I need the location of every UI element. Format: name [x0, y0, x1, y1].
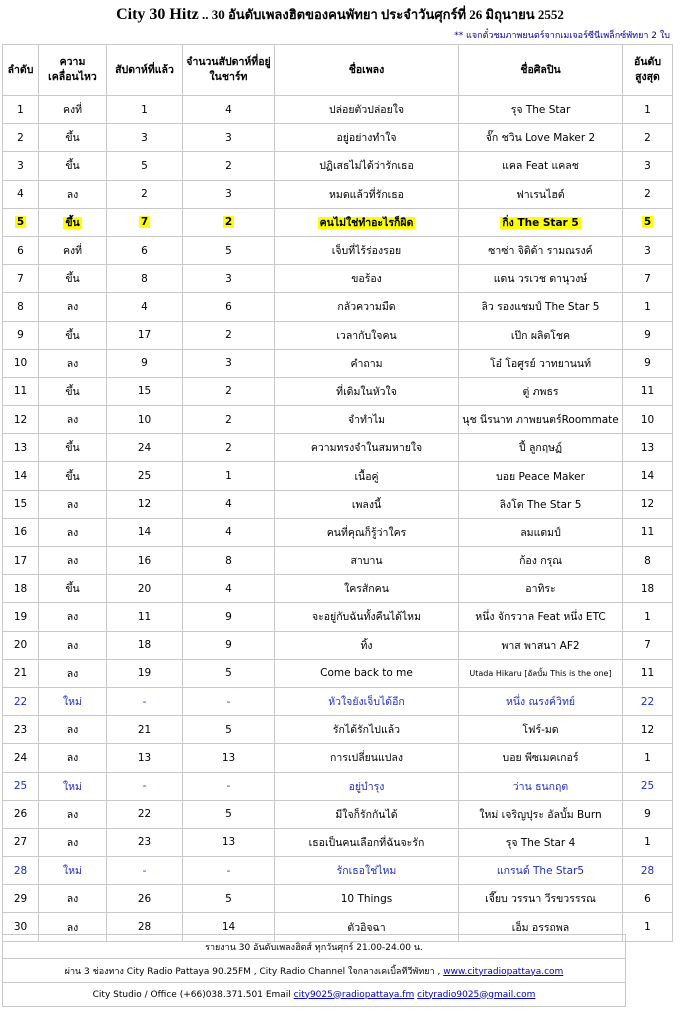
cell-movement: ขึ้น — [39, 152, 107, 180]
cell-movement: ใหม่ — [39, 772, 107, 800]
table-row — [3, 716, 673, 744]
cell-song-title: เพลงนี้ — [275, 490, 459, 518]
cell-weeks-on-chart: 9 — [183, 631, 275, 659]
cell-weeks-on-chart: 13 — [183, 744, 275, 772]
cell-peak: 3 — [623, 152, 673, 180]
cell-movement: ขึ้น — [39, 462, 107, 490]
cell-artist: แดน วรเวช ดานุวงษ์ — [459, 265, 623, 293]
cell-rank: 19 — [3, 603, 39, 631]
cell-peak: 11 — [623, 377, 673, 405]
cell-song-title — [275, 208, 459, 236]
cell-song-title: ปล่อยตัวปล่อยใจ — [275, 96, 459, 124]
cell-last-week: 4 — [107, 293, 183, 321]
cell-artist: โฟร์-มด — [459, 716, 623, 744]
cell-rank: 15 — [3, 490, 39, 518]
cell-last-week: 9 — [107, 349, 183, 377]
table-row — [3, 265, 673, 293]
cell-rank — [3, 208, 39, 236]
table-row — [3, 349, 673, 377]
cell-peak: 7 — [623, 631, 673, 659]
cell-artist — [459, 208, 623, 236]
cell-peak: 10 — [623, 406, 673, 434]
cell-song-title: หัวใจยังเจ็บได้อีก — [275, 687, 459, 715]
cell-weeks-on-chart: 2 — [183, 434, 275, 462]
cell-movement: ใหม่ — [39, 687, 107, 715]
cell-artist: บอย พีซเมคเกอร์ — [459, 744, 623, 772]
cell-last-week: 19 — [107, 659, 183, 687]
cell-weeks-on-chart: 9 — [183, 603, 275, 631]
title-subtitle: .. 30 อันดับเพลงฮิตของคนพัทยา ประจำวันศุกร์ที่ 26 มิถุนายน 2552 — [198, 7, 564, 22]
table-row — [3, 462, 673, 490]
cell-peak — [623, 208, 673, 236]
cell-movement: ใหม่ — [39, 857, 107, 885]
cell-peak: 1 — [623, 603, 673, 631]
cell-song-title: หมดแล้วที่รักเธอ — [275, 180, 459, 208]
table-row — [3, 490, 673, 518]
cell-song-title: รักได้รักไปแล้ว — [275, 716, 459, 744]
cell-movement: คงที่ — [39, 96, 107, 124]
header-song-title: ชื่อเพลง — [275, 45, 459, 96]
cell-peak: 1 — [623, 293, 673, 321]
cell-weeks-on-chart: 1 — [183, 462, 275, 490]
table-row — [3, 772, 673, 800]
cell-rank: 24 — [3, 744, 39, 772]
cell-artist: ตู่ ภพธร — [459, 377, 623, 405]
table-row — [3, 518, 673, 546]
cell-song-title: อยู่บำรุง — [275, 772, 459, 800]
cell-weeks-on-chart: 6 — [183, 293, 275, 321]
cell-weeks-on-chart: 5 — [183, 236, 275, 264]
cell-rank: 1 — [3, 96, 39, 124]
cell-weeks-on-chart: 4 — [183, 518, 275, 546]
cell-movement: ลง — [39, 744, 107, 772]
cell-song-title: เนื้อคู่ — [275, 462, 459, 490]
header-artist: ชื่อศิลปิน — [459, 45, 623, 96]
footer-schedule: รายงาน 30 อันดับเพลงฮิตส์ ทุกวันศุกร์ 21.00-24.00 น. — [3, 935, 626, 959]
cell-artist: นุช นีรนาท ภาพยนตร์Roommate — [459, 406, 623, 434]
cell-rank: 11 — [3, 377, 39, 405]
cell-artist: ก้อง กรุณ — [459, 547, 623, 575]
cell-artist: โอ๋ โอศูรย์ วาทยานนท์ — [459, 349, 623, 377]
footer-channels — [3, 959, 626, 983]
email-link-radiopattaya[interactable]: city9025@radiopattaya.fm — [293, 989, 415, 1000]
cell-movement: ลง — [39, 885, 107, 913]
cell-movement: ลง — [39, 828, 107, 856]
cell-peak: 8 — [623, 547, 673, 575]
highlighted-text: คนไม่ใช่ทำอะไรก็ผิด — [319, 216, 414, 229]
cell-rank: 29 — [3, 885, 39, 913]
header-weeks-on-chart: จำนวนสัปดาห์ที่อยู่ในชาร์ท — [183, 45, 275, 96]
table-row — [3, 236, 673, 264]
cell-rank: 6 — [3, 236, 39, 264]
cell-peak: 14 — [623, 462, 673, 490]
cell-song-title: การเปลี่ยนแปลง — [275, 744, 459, 772]
cell-movement: ขึ้น — [39, 575, 107, 603]
cell-rank: 21 — [3, 659, 39, 687]
table-row — [3, 547, 673, 575]
cell-artist: ลิงโต The Star 5 — [459, 490, 623, 518]
cell-last-week: 3 — [107, 124, 183, 152]
cell-movement: ลง — [39, 349, 107, 377]
cell-last-week: - — [107, 687, 183, 715]
highlighted-text: 7 — [140, 216, 149, 229]
cell-rank: 3 — [3, 152, 39, 180]
table-header-row — [3, 45, 673, 96]
cell-rank: 14 — [3, 462, 39, 490]
cell-artist: รุจ The Star 4 — [459, 828, 623, 856]
cell-peak: 9 — [623, 321, 673, 349]
cell-song-title: ทิ้ง — [275, 631, 459, 659]
cell-last-week: 18 — [107, 631, 183, 659]
cell-song-title: 10 Things — [275, 885, 459, 913]
cell-last-week: 23 — [107, 828, 183, 856]
table-row — [3, 180, 673, 208]
cell-last-week: 24 — [107, 434, 183, 462]
cell-last-week: 17 — [107, 321, 183, 349]
table-row — [3, 575, 673, 603]
cell-artist: บอย Peace Maker — [459, 462, 623, 490]
cell-weeks-on-chart: 2 — [183, 406, 275, 434]
cell-weeks-on-chart: - — [183, 857, 275, 885]
cell-weeks-on-chart: 5 — [183, 659, 275, 687]
cell-artist: รุจ The Star — [459, 96, 623, 124]
cell-song-title: ขอร้อง — [275, 265, 459, 293]
cell-last-week: 2 — [107, 180, 183, 208]
cell-weeks-on-chart: 3 — [183, 265, 275, 293]
cell-weeks-on-chart: 4 — [183, 490, 275, 518]
header-last-week: สัปดาห์ที่แล้ว — [107, 45, 183, 96]
table-row — [3, 885, 673, 913]
cell-artist: พาส พาสนา AF2 — [459, 631, 623, 659]
table-row — [3, 321, 673, 349]
cell-peak: 12 — [623, 490, 673, 518]
table-row — [3, 744, 673, 772]
cell-song-title: รักเธอใช่ไหม — [275, 857, 459, 885]
cell-last-week — [107, 208, 183, 236]
cell-weeks-on-chart: - — [183, 772, 275, 800]
cell-last-week: 15 — [107, 377, 183, 405]
cell-rank: 30 — [3, 913, 39, 941]
cell-last-week: 14 — [107, 518, 183, 546]
cell-last-week: 6 — [107, 236, 183, 264]
cell-peak: 6 — [623, 885, 673, 913]
highlighted-text: ขึ้น — [65, 216, 80, 229]
cell-last-week: 10 — [107, 406, 183, 434]
cell-rank: 13 — [3, 434, 39, 462]
cell-rank: 20 — [3, 631, 39, 659]
cell-peak: 13 — [623, 434, 673, 462]
cell-movement: ลง — [39, 180, 107, 208]
cell-weeks-on-chart: 5 — [183, 716, 275, 744]
cell-last-week: - — [107, 772, 183, 800]
cell-last-week: 25 — [107, 462, 183, 490]
cell-movement: ลง — [39, 490, 107, 518]
cell-movement: ขึ้น — [39, 434, 107, 462]
cell-weeks-on-chart: 5 — [183, 885, 275, 913]
cell-artist: หนึ่ง จักรวาล Feat หนึ่ง ETC — [459, 603, 623, 631]
cell-movement: ขึ้น — [39, 377, 107, 405]
cell-peak: 3 — [623, 236, 673, 264]
table-row — [3, 659, 673, 687]
title-main: City 30 Hitz — [116, 6, 199, 23]
cell-weeks-on-chart: 2 — [183, 321, 275, 349]
cell-last-week: 8 — [107, 265, 183, 293]
cell-artist: อาทิระ — [459, 575, 623, 603]
footer — [2, 934, 626, 1007]
cell-artist: ลิว รองแชมป์ The Star 5 — [459, 293, 623, 321]
table-row — [3, 152, 673, 180]
cell-song-title: กลัวความมืด — [275, 293, 459, 321]
cell-last-week: 11 — [107, 603, 183, 631]
website-link[interactable]: www.cityradiopattaya.com — [443, 966, 564, 977]
cell-song-title: เธอเป็นคนเลือกที่ฉันจะรัก — [275, 828, 459, 856]
table-row — [3, 434, 673, 462]
cell-peak: 2 — [623, 180, 673, 208]
cell-movement: ลง — [39, 293, 107, 321]
cell-weeks-on-chart: - — [183, 687, 275, 715]
cell-peak: 28 — [623, 857, 673, 885]
cell-weeks-on-chart: 5 — [183, 800, 275, 828]
cell-artist: Utada Hikaru [อัลบั้ม This is the one] — [459, 659, 623, 687]
cell-artist: ใหม่ เจริญปุระ อัลบั้ม Burn — [459, 800, 623, 828]
prize-note: ** แจกตั๋วชมภาพยนตร์จากเมเจอร์ซีนีเพล็กซ์พัทยา 2 ใบ — [454, 31, 670, 41]
table-row — [3, 687, 673, 715]
cell-song-title: จะอยู่กับฉันทั้งคืนได้ไหม — [275, 603, 459, 631]
cell-song-title: สาบาน — [275, 547, 459, 575]
cell-artist: แกรนด์ The Star5 — [459, 857, 623, 885]
cell-rank: 4 — [3, 180, 39, 208]
cell-weeks-on-chart: 4 — [183, 575, 275, 603]
cell-last-week: 26 — [107, 885, 183, 913]
table-row — [3, 96, 673, 124]
cell-movement: ลง — [39, 716, 107, 744]
cell-song-title: ความทรงจำในสมหายใจ — [275, 434, 459, 462]
cell-weeks-on-chart: 14 — [183, 913, 275, 941]
cell-rank: 22 — [3, 687, 39, 715]
highlighted-text: 2 — [224, 216, 233, 229]
cell-peak: 9 — [623, 800, 673, 828]
cell-rank: 28 — [3, 857, 39, 885]
cell-movement: ขึ้น — [39, 265, 107, 293]
cell-artist: ปี้ ลูกฤษฏ์ — [459, 434, 623, 462]
cell-artist: ลมแดมป์ — [459, 518, 623, 546]
cell-artist: เจี๊ยบ วรรนา วีรขวรรรณ — [459, 885, 623, 913]
cell-last-week: 22 — [107, 800, 183, 828]
cell-last-week: 13 — [107, 744, 183, 772]
cell-peak: 1 — [623, 96, 673, 124]
table-row — [3, 208, 673, 236]
cell-last-week: 12 — [107, 490, 183, 518]
cell-song-title: เจ็บที่ไร้ร่องรอย — [275, 236, 459, 264]
footer-contact-text: City Studio / Office (+66)038.371.501 Email — [92, 989, 294, 1000]
cell-movement: ลง — [39, 406, 107, 434]
cell-song-title: ตัวอิจฉา — [275, 913, 459, 941]
cell-artist: เป๊ก ผลิตโชค — [459, 321, 623, 349]
cell-last-week: 20 — [107, 575, 183, 603]
cell-weeks-on-chart: 3 — [183, 180, 275, 208]
table-row — [3, 631, 673, 659]
cell-movement: ลง — [39, 800, 107, 828]
cell-movement: ลง — [39, 603, 107, 631]
cell-song-title: ใครสักคน — [275, 575, 459, 603]
cell-song-title: ที่เดิมในหัวใจ — [275, 377, 459, 405]
footer-channels-text: ผ่าน 3 ช่องทาง City Radio Pattaya 90.25FM , City Radio Channel ใจกลางเคเบิ้ลทีวีพัทยา , — [64, 966, 444, 977]
cell-rank: 23 — [3, 716, 39, 744]
hit-chart-table — [2, 44, 673, 942]
table-row — [3, 406, 673, 434]
cell-last-week: 16 — [107, 547, 183, 575]
cell-movement: ลง — [39, 547, 107, 575]
cell-peak: 1 — [623, 744, 673, 772]
cell-weeks-on-chart — [183, 208, 275, 236]
cell-movement — [39, 208, 107, 236]
page-title — [0, 4, 680, 25]
email-link-gmail[interactable]: cityradio9025@gmail.com — [417, 989, 536, 1000]
cell-peak: 11 — [623, 518, 673, 546]
cell-peak: 2 — [623, 124, 673, 152]
cell-song-title: Come back to me — [275, 659, 459, 687]
table-row — [3, 603, 673, 631]
cell-rank: 10 — [3, 349, 39, 377]
cell-song-title: เวลากับใจคน — [275, 321, 459, 349]
cell-rank: 8 — [3, 293, 39, 321]
cell-rank: 2 — [3, 124, 39, 152]
cell-last-week: 21 — [107, 716, 183, 744]
table-row — [3, 293, 673, 321]
cell-movement: ลง — [39, 631, 107, 659]
highlighted-text: 5 — [643, 216, 652, 229]
cell-rank: 17 — [3, 547, 39, 575]
cell-last-week: 5 — [107, 152, 183, 180]
cell-artist: จั๊ก ชวิน Love Maker 2 — [459, 124, 623, 152]
cell-artist: หนึ่ง ณรงค์วิทย์ — [459, 687, 623, 715]
cell-rank: 25 — [3, 772, 39, 800]
cell-weeks-on-chart: 3 — [183, 124, 275, 152]
cell-peak: 25 — [623, 772, 673, 800]
cell-last-week: - — [107, 857, 183, 885]
cell-peak: 1 — [623, 828, 673, 856]
cell-movement: ลง — [39, 518, 107, 546]
cell-weeks-on-chart: 13 — [183, 828, 275, 856]
cell-rank: 9 — [3, 321, 39, 349]
cell-weeks-on-chart: 2 — [183, 152, 275, 180]
table-row — [3, 124, 673, 152]
cell-weeks-on-chart: 2 — [183, 377, 275, 405]
cell-movement: ขึ้น — [39, 124, 107, 152]
header-movement: ความเคลื่อนไหว — [39, 45, 107, 96]
highlighted-text: 5 — [16, 216, 25, 229]
cell-song-title: ปฏิเสธไม่ได้ว่ารักเธอ — [275, 152, 459, 180]
cell-artist: ฟาเรนไฮต์ — [459, 180, 623, 208]
table-row — [3, 800, 673, 828]
cell-song-title: มีใจก็รักกันได้ — [275, 800, 459, 828]
table-row — [3, 857, 673, 885]
cell-weeks-on-chart: 4 — [183, 96, 275, 124]
cell-weeks-on-chart: 3 — [183, 349, 275, 377]
highlighted-text: กิ่ง The Star 5 — [502, 216, 579, 229]
cell-rank: 26 — [3, 800, 39, 828]
cell-artist: ว่าน ธนกฤต — [459, 772, 623, 800]
cell-artist: ซาซ่า จิดิด้า รามณรงค์ — [459, 236, 623, 264]
cell-movement: ลง — [39, 913, 107, 941]
cell-song-title: คนที่คุณก็รู้ว่าใคร — [275, 518, 459, 546]
cell-peak: 18 — [623, 575, 673, 603]
cell-artist: แคล Feat แคลช — [459, 152, 623, 180]
cell-rank: 27 — [3, 828, 39, 856]
cell-song-title: จำทำไม — [275, 406, 459, 434]
header-peak: อันดับสูงสุด — [623, 45, 673, 96]
cell-artist: เอ็ม อรรถพล — [459, 913, 623, 941]
cell-peak: 22 — [623, 687, 673, 715]
cell-peak: 1 — [623, 913, 673, 941]
cell-last-week: 1 — [107, 96, 183, 124]
cell-rank: 12 — [3, 406, 39, 434]
footer-contact — [3, 983, 626, 1007]
cell-rank: 18 — [3, 575, 39, 603]
table-row — [3, 828, 673, 856]
cell-movement: ขึ้น — [39, 321, 107, 349]
cell-movement: ลง — [39, 659, 107, 687]
cell-peak: 7 — [623, 265, 673, 293]
cell-peak: 12 — [623, 716, 673, 744]
cell-song-title: อยู่อย่างทำใจ — [275, 124, 459, 152]
header-rank: ลำดับ — [3, 45, 39, 96]
cell-last-week: 28 — [107, 913, 183, 941]
cell-rank: 16 — [3, 518, 39, 546]
table-row — [3, 377, 673, 405]
cell-weeks-on-chart: 8 — [183, 547, 275, 575]
cell-peak: 9 — [623, 349, 673, 377]
table-body — [3, 96, 673, 942]
cell-peak: 11 — [623, 659, 673, 687]
cell-song-title: คำถาม — [275, 349, 459, 377]
cell-movement: คงที่ — [39, 236, 107, 264]
cell-rank: 7 — [3, 265, 39, 293]
